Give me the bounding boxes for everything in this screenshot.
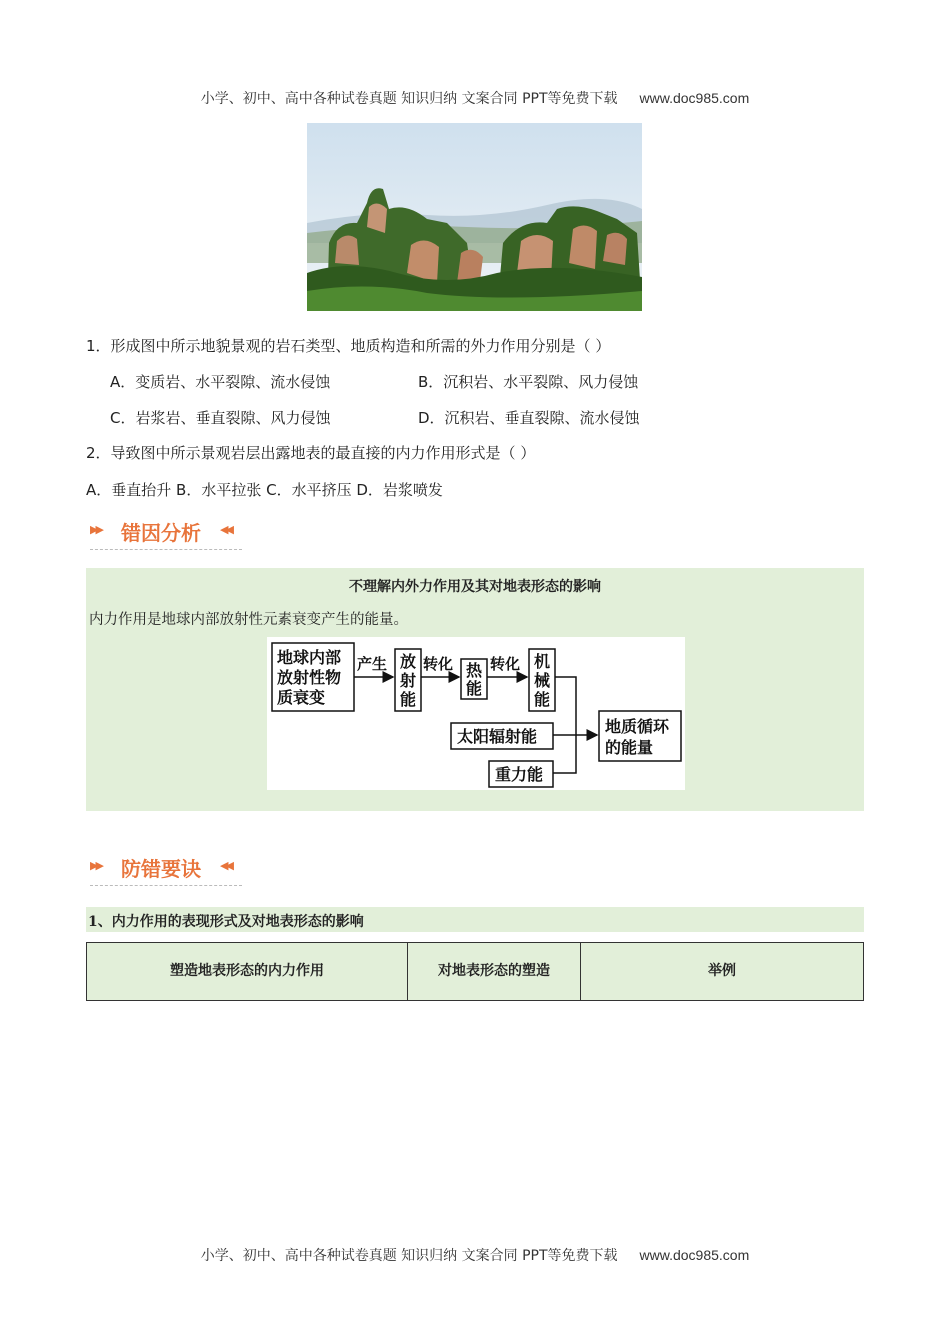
double-triangle-left-icon: ◀◀: [220, 859, 231, 872]
double-triangle-left-icon: ◀◀: [220, 523, 231, 536]
question-1-stem: 1．形成图中所示地貌景观的岩石类型、地质构造和所需的外力作用分别是（ ）: [86, 337, 611, 355]
subheading-bar: [86, 907, 864, 932]
box4-line-2: 械: [534, 671, 551, 690]
analysis-title: 不理解内外力作用及其对地表形态的影响: [349, 579, 601, 595]
table-header-cell: 对地表形态的塑造: [408, 943, 581, 1000]
analysis-text: 内力作用是地球内部放射性元素衰变产生的能量。: [89, 612, 408, 628]
box3-line-1: 热: [466, 661, 483, 680]
header-url[interactable]: www.doc985.com: [639, 90, 750, 106]
question-1-option-a: A．变质岩、水平裂隙、流水侵蚀: [110, 373, 331, 391]
box7-line-1: 地质循环: [605, 717, 670, 736]
subheading-text: 1、内力作用的表现形式及对地表形态的影响: [88, 914, 364, 930]
landscape-photo: [307, 123, 642, 311]
energy-flow-diagram: [267, 637, 685, 790]
question-2-stem: 2．导致图中所示景观岩层出露地表的最直接的内力作用形式是（ ）: [86, 444, 536, 462]
double-triangle-right-icon: ▶▶: [90, 859, 101, 872]
page-header: [0, 88, 950, 108]
arrow3-label: 转化: [490, 655, 521, 673]
arrow2-label: 转化: [423, 655, 454, 673]
box2-line-2: 射: [400, 671, 417, 690]
box1-line-3: 质衰变: [277, 688, 326, 707]
footer-text: 小学、初中、高中各种试卷真题 知识归纳 文案合同 PPT等免费下载: [200, 1248, 618, 1264]
box1-line-1: 地球内部: [277, 648, 342, 667]
box5-text: 太阳辐射能: [457, 727, 538, 746]
box1-line-2: 放射性物: [277, 668, 342, 687]
box3-line-2: 能: [466, 679, 483, 698]
table-header-cell: 塑造地表形态的内力作用: [87, 943, 408, 1000]
box6-text: 重力能: [495, 765, 544, 784]
question-1-option-b: B．沉积岩、水平裂隙、风力侵蚀: [418, 373, 639, 391]
internal-forces-table: [86, 942, 864, 1001]
section-title-text: 防错要诀: [121, 857, 201, 881]
footer-url[interactable]: www.doc985.com: [639, 1247, 750, 1263]
header-text: 小学、初中、高中各种试卷真题 知识归纳 文案合同 PPT等免费下载: [200, 91, 618, 107]
box2-line-3: 能: [400, 690, 417, 709]
question-1-option-d: D．沉积岩、垂直裂隙、流水侵蚀: [418, 409, 640, 427]
table-header-cell: 举例: [708, 963, 736, 979]
box2-line-1: 放: [400, 652, 417, 671]
page-footer: [0, 1245, 950, 1265]
box7-line-2: 的能量: [605, 738, 654, 757]
question-1-option-c: C．岩浆岩、垂直裂隙、风力侵蚀: [110, 409, 331, 427]
arrow1-label: 产生: [357, 655, 388, 673]
question-2-options: A．垂直抬升 B．水平拉张 C．水平挤压 D．岩浆喷发: [86, 481, 443, 499]
box4-line-3: 能: [534, 690, 551, 709]
section-title-tips: [90, 851, 242, 886]
section-title-error-analysis: [90, 515, 242, 550]
double-triangle-right-icon: ▶▶: [90, 523, 101, 536]
box4-line-1: 机: [534, 652, 551, 671]
analysis-box: [86, 568, 864, 811]
section-title-text: 错因分析: [121, 521, 201, 545]
